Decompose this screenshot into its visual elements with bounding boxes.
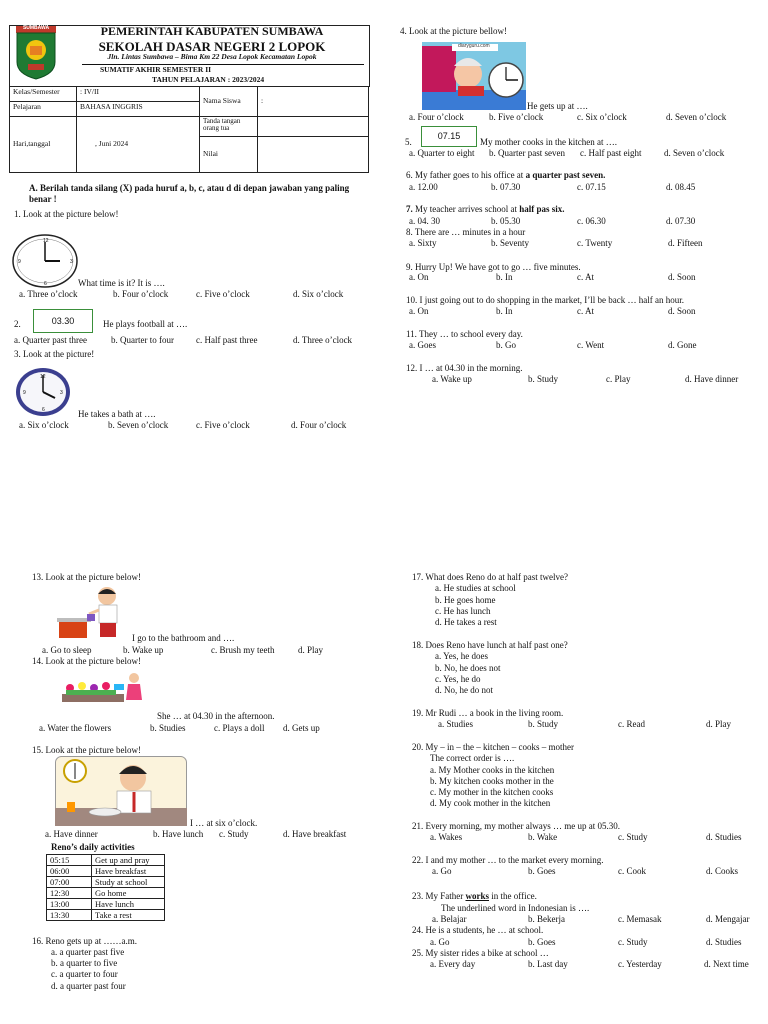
nama-label: Nama Siswa — [200, 87, 258, 117]
q4-option-c[interactable]: c. Six o’clock — [577, 112, 627, 122]
q5-option-a[interactable]: a. Quarter to eight — [409, 148, 475, 158]
q9-option-b[interactable]: b. In — [496, 272, 513, 282]
q22-option-a[interactable]: a. Go — [432, 866, 452, 876]
q8-option-b[interactable]: b. Seventy — [491, 238, 529, 248]
q18-option-c[interactable]: c. Yes, he do — [435, 674, 481, 684]
tanda-label: Tanda tangan orang tua — [200, 117, 258, 137]
q15-option-c[interactable]: c. Study — [219, 829, 249, 839]
q20-option-c[interactable]: c. My mother in the kitchen cooks — [430, 787, 554, 797]
q10-option-a[interactable]: a. On — [409, 306, 429, 316]
q1-option-a[interactable]: a. Three o’clock — [19, 289, 78, 299]
q14-watering-image — [62, 670, 146, 707]
q20-option-a[interactable]: a. My Mother cooks in the kitchen — [430, 765, 555, 775]
q18-option-a[interactable]: a. Yes, he does — [435, 651, 488, 661]
q19-option-d[interactable]: d. Play — [706, 719, 732, 729]
q16-option-d[interactable]: d. a quarter past four — [51, 981, 126, 991]
student-info-table — [9, 86, 369, 173]
q4-option-d[interactable]: d. Seven o’clock — [666, 112, 727, 122]
tanda-value[interactable] — [258, 117, 369, 137]
q4-prompt: He gets up at …. — [527, 101, 588, 111]
q14-option-a[interactable]: a. Water the flowers — [39, 723, 112, 733]
q14-option-c[interactable]: c. Plays a doll — [214, 723, 265, 733]
q13-brushing-image — [57, 584, 129, 643]
q9-text: 9. Hurry Up! We have got to go … five minutes. — [406, 262, 581, 272]
q23-text-main: 23. My Father — [412, 891, 466, 901]
q7-option-c[interactable]: c. 06.30 — [577, 216, 606, 226]
q17-option-b[interactable]: b. He goes home — [435, 595, 496, 605]
activity-time: 13:00 — [47, 899, 92, 910]
q5-option-d[interactable]: d. Seven o’clock — [664, 148, 725, 158]
activity-name: Take a rest — [92, 910, 165, 921]
activity-time: 07:00 — [47, 877, 92, 888]
q1-option-c[interactable]: c. Five o’clock — [196, 289, 250, 299]
q15-prompt: I … at six o’clock. — [190, 818, 258, 828]
q20-option-d[interactable]: d. My cook mother in the kitchen — [430, 798, 551, 808]
table-row — [47, 877, 165, 888]
table-row — [47, 866, 165, 877]
q1-option-d[interactable]: d. Six o’clock — [293, 289, 344, 299]
q10-option-d[interactable]: d. Soon — [668, 306, 696, 316]
table-row — [47, 910, 165, 921]
q7-number: 7. — [406, 204, 413, 214]
q3-text: 3. Look at the picture! — [14, 349, 95, 359]
q22-option-b[interactable]: b. Goes — [528, 866, 556, 876]
q2-option-d[interactable]: d. Three o’clock — [293, 335, 353, 345]
nama-value[interactable]: : — [258, 87, 369, 117]
q20-option-b[interactable]: b. My kitchen cooks mother in the — [430, 776, 554, 786]
q22-text: 22. I and my mother … to the market every morning. — [412, 855, 604, 865]
q25-text: 25. My sister rides a bike at school … — [412, 948, 549, 958]
q23-text — [412, 891, 537, 902]
svg-text:12: 12 — [40, 374, 46, 380]
q23-option-a[interactable]: a. Belajar — [432, 914, 467, 924]
q21-option-d[interactable]: d. Studies — [706, 832, 742, 842]
q18-option-b[interactable]: b. No, he does not — [435, 663, 501, 673]
q2-text: He plays football at …. — [103, 319, 188, 329]
section-a-instruction: A. Berilah tanda silang (X) pada huruf a, b, c, atau d di depan jawaban yang paling benar ! — [29, 183, 350, 204]
q7-option-d[interactable]: d. 07.30 — [666, 216, 696, 226]
q24-option-c[interactable]: c. Study — [618, 937, 648, 947]
q15-option-d[interactable]: d. Have breakfast — [283, 829, 347, 839]
svg-text:12: 12 — [43, 238, 49, 244]
q3-clock-image — [15, 367, 71, 420]
activity-time: 12:30 — [47, 888, 92, 899]
q1-text: 1. Look at the picture below! — [14, 209, 119, 219]
q19-text: 19. Mr Rudi … a book in the living room. — [412, 708, 564, 718]
q3-option-c[interactable]: c. Five o’clock — [196, 420, 250, 430]
activity-name: Have lunch — [92, 899, 165, 910]
pelajaran-value: BAHASA INGGRIS — [77, 102, 200, 117]
q25-option-a[interactable]: a. Every day — [430, 959, 476, 969]
q10-option-c[interactable]: c. At — [577, 306, 594, 316]
q23-subtext: The underlined word in Indonesian is …. — [441, 903, 590, 913]
kelas-value: : IV/II — [77, 87, 200, 102]
q2-digital-clock: 03.30 — [33, 309, 93, 333]
q4-option-a[interactable]: a. Four o’clock — [409, 112, 464, 122]
q5-text: My mother cooks in the kitchen at …. — [480, 137, 617, 147]
q13-text: 13. Look at the picture below! — [32, 572, 141, 582]
q11-text: 11. They … to school every day. — [406, 329, 523, 339]
q6-text-bold: a quarter past seven. — [525, 170, 606, 180]
q7-text — [406, 204, 564, 215]
q12-option-a[interactable]: a. Wake up — [432, 374, 472, 384]
q24-option-b[interactable]: b. Goes — [528, 937, 556, 947]
q19-option-a[interactable]: a. Studies — [438, 719, 473, 729]
q4-option-b[interactable]: b. Five o’clock — [489, 112, 544, 122]
q12-text: 12. I … at 04.30 in the morning. — [406, 363, 523, 373]
q9-option-a[interactable]: a. On — [409, 272, 429, 282]
q23-option-c[interactable]: c. Memasak — [618, 914, 662, 924]
q16-text: 16. Reno gets up at ……a.m. — [32, 936, 137, 946]
q8-option-d[interactable]: d. Fifteen — [668, 238, 703, 248]
q19-option-c[interactable]: c. Read — [618, 719, 645, 729]
q22-option-d[interactable]: d. Cooks — [706, 866, 739, 876]
activity-name: Get up and pray — [92, 855, 165, 866]
q4-boy-waking-image — [422, 42, 526, 110]
q11-option-a[interactable]: a. Goes — [409, 340, 436, 350]
activity-name: Have breakfast — [92, 866, 165, 877]
svg-text:3: 3 — [70, 259, 73, 265]
q25-option-b[interactable]: b. Last day — [528, 959, 568, 969]
q7-option-b[interactable]: b. 05.30 — [491, 216, 521, 226]
q22-option-c[interactable]: c. Cook — [618, 866, 646, 876]
q21-option-b[interactable]: b. Wake — [528, 832, 558, 842]
q5-digital-clock: 07.15 — [421, 126, 477, 147]
school-address: Jln. Lintas Sumbawa – Bima Km 22 Desa Lopok Kecamatan Lopok — [107, 52, 317, 61]
q3-prompt: He takes a bath at …. — [78, 409, 156, 419]
q5-number: 5. — [405, 137, 412, 147]
q3-option-d[interactable]: d. Four o’clock — [291, 420, 347, 430]
q11-option-c[interactable]: c. Went — [577, 340, 605, 350]
q13-option-b[interactable]: b. Wake up — [123, 645, 164, 655]
q24-option-a[interactable]: a. Go — [430, 937, 450, 947]
reno-activity-table — [46, 854, 165, 921]
q13-option-c[interactable]: c. Brush my teeth — [211, 645, 275, 655]
q21-text: 21. Every morning, my mother always … me up at 05.30. — [412, 821, 620, 831]
q1-clock-image — [12, 234, 78, 291]
q19-option-b[interactable]: b. Study — [528, 719, 559, 729]
q16-option-a[interactable]: a. a quarter past five — [51, 947, 125, 957]
q24-text: 24. He is a students, he … at school. — [412, 925, 544, 935]
q3-option-a[interactable]: a. Six o’clock — [19, 420, 69, 430]
q14-text: 14. Look at the picture below! — [32, 656, 141, 666]
activity-name: Study at school — [92, 877, 165, 888]
q23-underlined-word: works — [465, 891, 490, 901]
nilai-label: Nilai — [200, 137, 258, 173]
q9-option-d[interactable]: d. Soon — [668, 272, 696, 282]
q13-option-d[interactable]: d. Play — [298, 645, 324, 655]
q20-subtext: The correct order is …. — [430, 753, 515, 763]
hari-label: Hari,tanggal — [10, 117, 77, 173]
q14-option-d[interactable]: d. Gets up — [283, 723, 320, 733]
q16-option-b[interactable]: b. a quarter to five — [51, 958, 118, 968]
q2-option-c[interactable]: c. Half past three — [196, 335, 258, 345]
q9-option-c[interactable]: c. At — [577, 272, 594, 282]
q17-option-d[interactable]: d. He takes a rest — [435, 617, 497, 627]
activity-time: 05:15 — [47, 855, 92, 866]
activity-time: 06:00 — [47, 866, 92, 877]
q25-option-c[interactable]: c. Yesterday — [618, 959, 662, 969]
q15-breakfast-image — [55, 756, 187, 829]
q21-option-c[interactable]: c. Study — [618, 832, 648, 842]
q15-option-a[interactable]: a. Have dinner — [45, 829, 98, 839]
school-logo — [14, 26, 58, 80]
gov-title: PEMERINTAH KABUPATEN SUMBAWA — [100, 24, 324, 38]
q23-text-end: in the office. — [489, 891, 537, 901]
activity-name: Go home — [92, 888, 165, 899]
q17-option-c[interactable]: c. He has lunch — [435, 606, 491, 616]
reno-table-title: Reno’s daily activities — [51, 842, 135, 852]
table-row — [47, 855, 165, 866]
q2-option-b[interactable]: b. Quarter to four — [111, 335, 174, 345]
kelas-label: Kelas/Semester — [10, 87, 77, 102]
q8-text: 8. There are … minutes in a hour — [406, 227, 526, 237]
q12-option-c[interactable]: c. Play — [606, 374, 631, 384]
q25-option-d[interactable]: d. Next time — [704, 959, 749, 969]
q23-option-b[interactable]: b. Bekerja — [528, 914, 565, 924]
q7-text-main: My teacher arrives school at — [412, 204, 520, 214]
logo-label: SUMBAWA — [22, 25, 50, 31]
nilai-value[interactable] — [258, 137, 369, 173]
table-row — [47, 899, 165, 910]
q6-option-d[interactable]: d. 08.45 — [666, 182, 696, 192]
q12-option-d[interactable]: d. Have dinner — [685, 374, 739, 384]
svg-text:9: 9 — [18, 259, 21, 265]
q6-option-c[interactable]: c. 07.15 — [577, 182, 606, 192]
q6-option-a[interactable]: a. 12.00 — [409, 182, 438, 192]
q13-prompt: I go to the bathroom and …. — [132, 633, 235, 643]
svg-text:3: 3 — [60, 390, 63, 396]
q24-option-d[interactable]: d. Studies — [706, 937, 742, 947]
exam-title: SUMATIF AKHIR SEMESTER II — [100, 65, 212, 74]
q8-option-c[interactable]: c. Twenty — [577, 238, 613, 248]
q1-prompt: What time is it? It is …. — [78, 278, 165, 288]
q2-number: 2. — [14, 319, 21, 329]
q11-option-b[interactable]: b. Go — [496, 340, 516, 350]
activity-time: 13:30 — [47, 910, 92, 921]
q18-option-d[interactable]: d. No, he do not — [435, 685, 493, 695]
q4-image-watermark: diaryguru.com — [458, 43, 490, 49]
q12-option-b[interactable]: b. Study — [528, 374, 559, 384]
q11-option-d[interactable]: d. Gone — [668, 340, 697, 350]
table-row — [47, 888, 165, 899]
svg-text:6: 6 — [44, 281, 47, 287]
q5-option-c[interactable]: c. Half past eight — [580, 148, 642, 158]
q21-option-a[interactable]: a. Wakes — [430, 832, 463, 842]
svg-text:9: 9 — [23, 390, 26, 396]
q16-option-c[interactable]: c. a quarter to four — [51, 969, 118, 979]
q23-option-d[interactable]: d. Mengajar — [706, 914, 750, 924]
q20-text: 20. My – in – the – kitchen – cooks – mother — [412, 742, 574, 752]
q4-text: 4. Look at the picture bellow! — [400, 26, 507, 36]
q18-text: 18. Does Reno have lunch at half past one? — [412, 640, 568, 650]
academic-year: TAHUN PELAJARAN : 2023/2024 — [152, 75, 265, 84]
q17-text: 17. What does Reno do at half past twelve? — [412, 572, 569, 582]
hari-value: , Juni 2024 — [77, 117, 200, 173]
q14-prompt: She … at 04.30 in the afternoon. — [157, 711, 275, 721]
q6-text — [406, 170, 605, 181]
q2-option-a[interactable]: a. Quarter past three — [14, 335, 87, 345]
q15-text: 15. Look at the picture below! — [32, 745, 141, 755]
pelajaran-label: Pelajaran — [10, 102, 77, 117]
q1-option-b[interactable]: b. Four o’clock — [113, 289, 169, 299]
svg-text:6: 6 — [42, 407, 45, 413]
q7-option-a[interactable]: a. 04. 30 — [409, 216, 440, 226]
q10-option-b[interactable]: b. In — [496, 306, 513, 316]
school-title: SEKOLAH DASAR NEGERI 2 LOPOK — [98, 39, 326, 54]
q10-text: 10. I just going out to do shopping in the market, I’ll be back … half an hour. — [406, 295, 684, 305]
q6-text-main: 6. My father goes to his office at — [406, 170, 526, 180]
q14-option-b[interactable]: b. Studies — [150, 723, 186, 733]
q8-option-a[interactable]: a. Sixty — [409, 238, 437, 248]
q6-option-b[interactable]: b. 07.30 — [491, 182, 521, 192]
q17-option-a[interactable]: a. He studies at school — [435, 583, 516, 593]
q3-option-b[interactable]: b. Seven o’clock — [108, 420, 169, 430]
q15-option-b[interactable]: b. Have lunch — [153, 829, 204, 839]
q13-option-a[interactable]: a. Go to sleep — [42, 645, 92, 655]
q5-option-b[interactable]: b. Quarter past seven — [489, 148, 565, 158]
q7-text-bold: half pas six. — [519, 204, 565, 214]
